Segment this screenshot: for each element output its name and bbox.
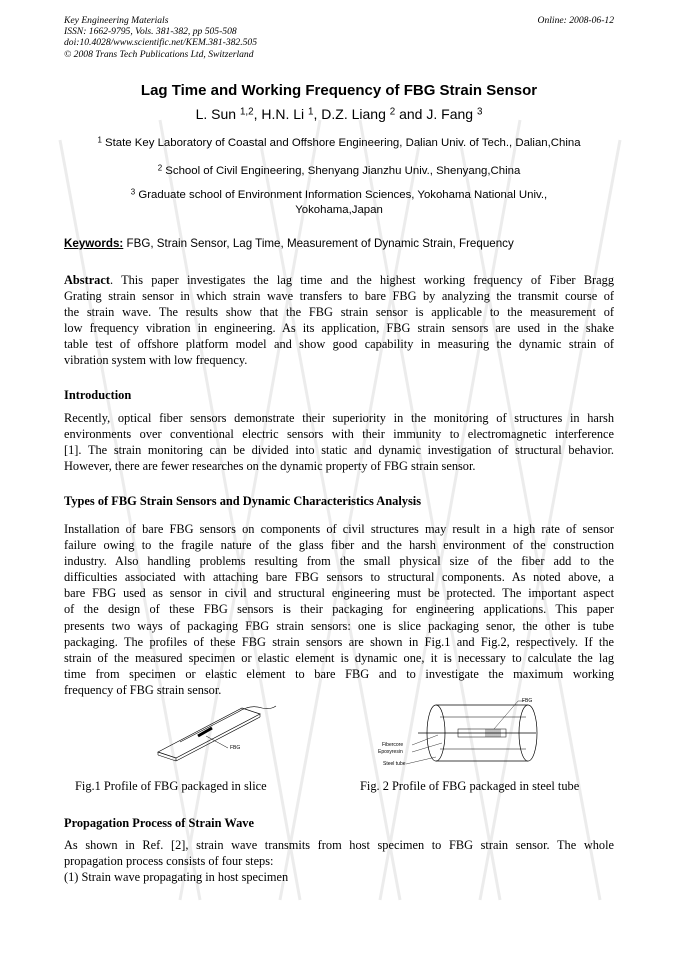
fig2-fibercore-label: Fibercore <box>382 742 404 748</box>
figure-2-caption: Fig. 2 Profile of FBG packaged in steel tube <box>360 779 580 793</box>
paragraph-line: frequency of FBG strain sensor. <box>64 682 222 697</box>
affiliation-2: $^2$ School of Civil Engineering, Shenyang Jianzhu Univ., Shenyang,China <box>157 163 521 177</box>
author: H.N. Li $^1$, <box>261 106 322 122</box>
abstract-line: the strain wave. The results show that the FBG strain sensor is applicable to the measurement of <box>64 305 614 320</box>
introduction-body <box>64 410 614 474</box>
affiliation-1: $^1$ State Key Laboratory of Coastal and Offshore Engineering, Dalian Univ. of Tech., Dalian,China <box>97 135 581 149</box>
paragraph-line: Recently, optical fiber sensors demonstrate their superiority in the monitoring of structures in harsh <box>64 411 614 425</box>
author: D.Z. Liang $^2$ and <box>321 106 427 122</box>
paragraph-line: strain of the measured specimen or elastic element is dynamic one, it is necessary to calculate the lag <box>64 650 614 665</box>
paragraph-line: of the design of these FBG sensors is their packaging for engineering applications. This paper <box>64 602 614 617</box>
introduction-heading: Introduction <box>64 388 132 402</box>
abstract <box>64 272 614 369</box>
author: L. Sun $^{1,2}$, <box>195 106 262 122</box>
propagation-body <box>64 837 614 885</box>
paragraph-line: presents two ways of packaging FBG strain sensors: one is slice packaging senor, the other is tube <box>64 618 614 633</box>
keywords-label: Keywords: <box>64 237 124 250</box>
paragraph-line: Installation of bare FBG sensors on components of civil structures may result in a high rate of sensor <box>64 522 614 536</box>
paper-title: Lag Time and Working Frequency of FBG Strain Sensor <box>140 82 538 99</box>
doi: doi:10.4028/www.scientific.net/KEM.381-382.505 <box>64 37 258 49</box>
abstract-label: Abstract <box>64 273 110 287</box>
journal-header <box>64 15 257 60</box>
propagation-heading: Propagation Process of Strain Wave <box>64 816 254 830</box>
author-list <box>0 106 678 122</box>
paragraph-line: failure owing to the fragile nature of the glass fiber and the harsh environment of the construction <box>64 538 614 553</box>
paragraph-line: environments over conventional electric sensors with their immunity to electromagnetic interference <box>64 427 614 442</box>
figure-1-caption: Fig.1 Profile of FBG packaged in slice <box>75 779 267 793</box>
online-date: Online: 2008-06-12 <box>537 15 614 26</box>
paragraph-line: propagation process consists of four steps: <box>64 854 274 869</box>
fig1-fbg-label: FBG <box>230 745 241 751</box>
figure-1-slice-sensor <box>150 700 290 766</box>
abstract-line: Grating strain sensor in which strain wave transfers to bare FBG by analyzing the transmit course of <box>64 289 614 304</box>
paragraph-line: (1) Strain wave propagating in host specimen <box>64 870 289 885</box>
types-body <box>64 521 614 698</box>
paragraph-line: packaging. The profiles of these FBG strain sensors are shown in Fig.1 and Fig.2, respectively. If the <box>64 634 614 649</box>
affiliation-3: $^3$ Graduate school of Environment Information Sciences, Yokohama National Univ., Yokohama,Japan <box>130 187 548 216</box>
fig2-fbg-label: FBG <box>522 698 533 704</box>
types-heading: Types of FBG Strain Sensors and Dynamic Characteristics Analysis <box>64 494 422 508</box>
fig2-epoxy-label: Epoxyresin <box>378 749 403 755</box>
keywords <box>64 237 624 250</box>
paragraph-line: difficulties associated with attaching bare FBG sensors to structural components. As noted above, a <box>64 570 614 585</box>
paragraph-line: [1]. The strain monitoring can be divided into static and dynamic investigation of structural behavior. <box>64 443 614 458</box>
figure-2-tube-sensor <box>378 695 548 770</box>
author: J. Fang $^3$ <box>426 106 483 122</box>
paragraph-line: bare FBG used as sensor in civil and structural engineering must be protected. The important aspect <box>64 586 614 601</box>
copyright: © 2008 Trans Tech Publications Ltd, Switzerland <box>64 48 254 60</box>
journal-name: Key Engineering Materials <box>64 15 169 26</box>
paragraph-line: As shown in Ref. [2], strain wave transmits from host specimen to FBG strain sensor. The whole <box>64 838 614 852</box>
abstract-line: table test of offshore platform model and show good capability in measuring the dynamic strain of <box>64 337 614 352</box>
paragraph-line: However, there are fewer researches on the dynamic property of FBG strain sensor. <box>64 459 476 474</box>
abstract-line: vibration system with low frequency. <box>64 353 248 368</box>
abstract-line: Abstract. This paper investigates the lag time and the highest working frequency of Fiber Bragg <box>64 273 614 287</box>
paragraph-line: time from specimen or elastic element to bare FBG and to investigate the maximum working <box>64 666 614 681</box>
paragraph-line: industry. Also handling problems resulting from the small physical size of the fiber add to the <box>64 554 614 569</box>
keywords-text: FBG, Strain Sensor, Lag Time, Measurement of Dynamic Strain, Frequency <box>123 237 514 250</box>
issn: ISSN: 1662-9795, Vols. 381-382, pp 505-508 <box>64 26 237 38</box>
fig2-steel-label: Steel tube <box>383 761 406 767</box>
abstract-line: low frequency vibration in engineering. As its application, FBG strain sensors are used in the shake <box>64 321 614 336</box>
